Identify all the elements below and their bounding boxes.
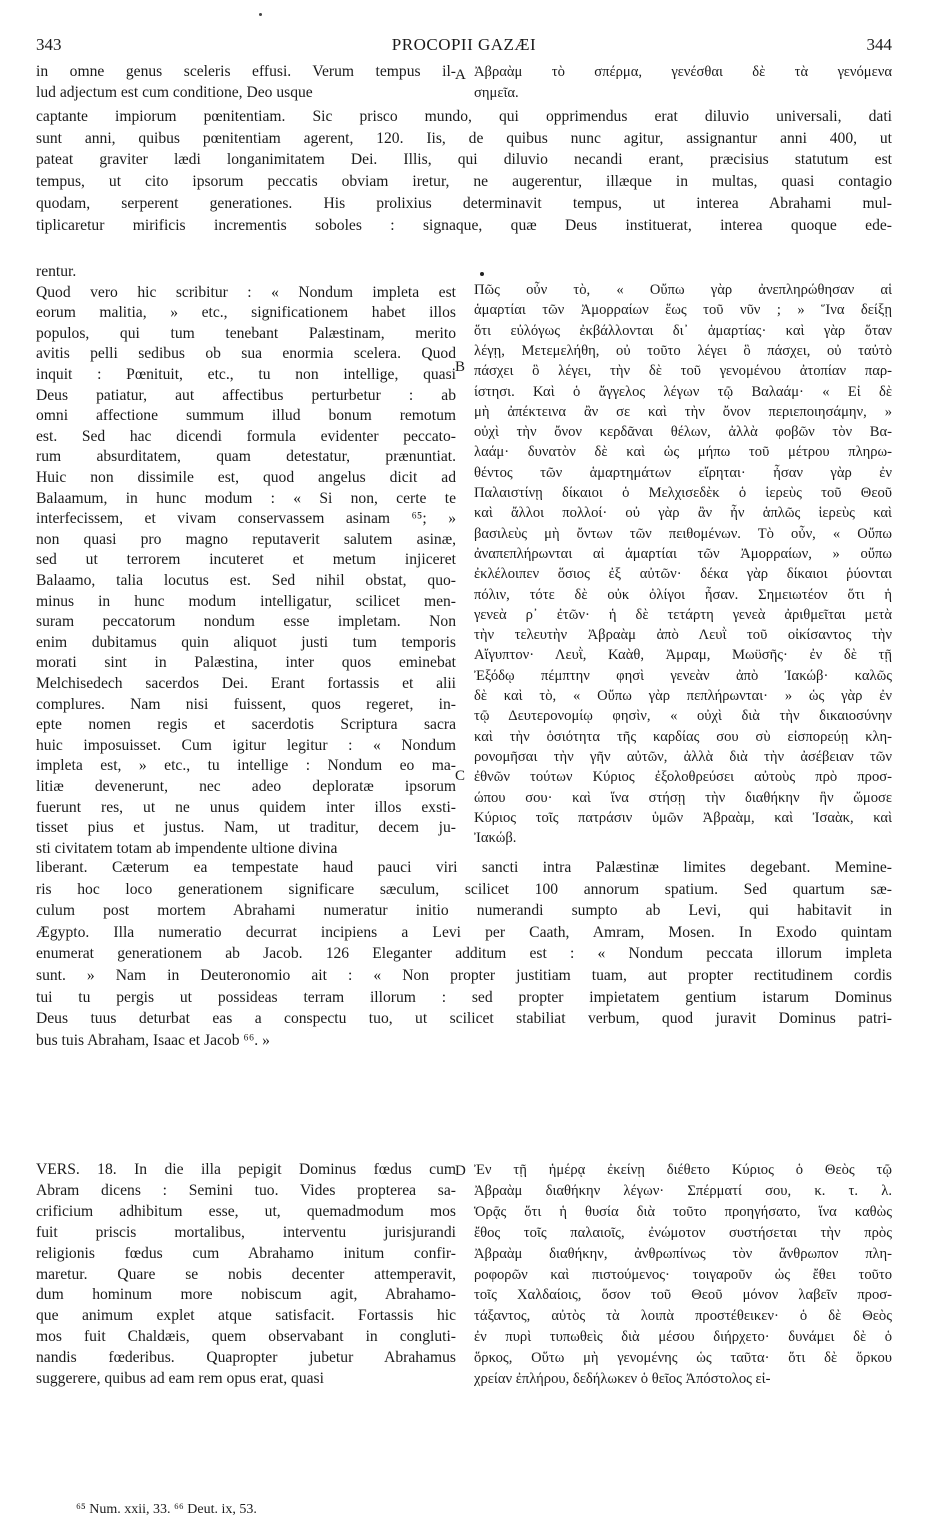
greek-line: ὅτι εὐλόγως ἐκβάλλονται δι᾽ ἁμαρτίας· καὶ γὰρ ὅταν xyxy=(474,322,892,339)
latin-line: liberant. Cæterum ea tempestate haud pauci viri sancti intra Palæstinæ limites degebant. Memine- xyxy=(36,859,892,876)
latin-line: non quasi pro magno reputaverit salutem asinæ, xyxy=(36,530,456,548)
latin-line: est. Sed hac dicendi formula evidenter peccato- xyxy=(36,427,456,445)
latin-line: minus in hunc modum intelligatur, scilicet men- xyxy=(36,592,456,610)
latin-line: impleta est, » etc., tu intellige : Nondum eo ma- xyxy=(36,757,456,775)
greek-line: τὴν τελευτὴν Ἀβραὰμ ἀπὸ Λευῒ τοῦ οἰκίσαντος τὴν xyxy=(474,627,892,644)
latin-line: populos, qui tum tenebant Palæstinam, merito xyxy=(36,324,456,342)
latin-line: captante impiorum pœnitentiam. Sic prisco mundo, qui opprimendus erat diluvio universali, dati xyxy=(36,108,892,125)
latin-line: religionis fœdus cum Abrahamo initum confir- xyxy=(36,1244,456,1262)
latin-line: sed ut terrorem incuteret et metum injiceret xyxy=(36,551,456,569)
greek-line: Ἀβραὰμ διαθήκην λέγων· Σπέρματί σου, κ. τ. λ. xyxy=(474,1182,892,1199)
latin-line: suram peccatorum nondum esse impletam. Non xyxy=(36,613,456,631)
greek-line: βασιλεὺς μὴ ὄντων τῶν πειθομένων. Τὸ οὖν, « Οὔπω xyxy=(474,525,892,542)
latin-line: Ægypto. Illa numeratio decurrat incipiens a Levi per Caath, Amram, Mosen. In Exodo quintam xyxy=(36,923,892,941)
greek-line: ἐκλέλοιπεν ὅσιος ἐξ αὐτῶν· δέκα γὰρ δίκαιοι ῥύονται xyxy=(474,566,892,583)
latin-line: omni affectione summum illud bonum remotum xyxy=(36,407,456,425)
latin-line: tiplicaretur mirificis incrementis soboles : signaque, quæ Deus instituerat, interea quoque ede- xyxy=(36,216,892,234)
greek-line: δὲ καὶ τὸ, « Οὔπω γὰρ πεπλήρωνται· » ὡς γὰρ ἐν xyxy=(474,688,892,704)
latin-line: huic imposuisset. Cum igitur legitur : « Nondum xyxy=(36,736,456,754)
greek-line: λαάμ· δυνατὸν δὲ καὶ ὡς μήπω τοῦ μέτρου πληρω- xyxy=(474,444,892,461)
greek-line: ώπου σου· καὶ ἵνα στήσῃ τὴν διαθήκην ἣν ὤμοσε xyxy=(474,789,892,806)
latin-line: quodam, serperent generationes. His prolixius determinavit tempus, ut interea Abrahami mul- xyxy=(36,194,892,212)
latin-line: in omne genus sceleris effusi. Verum tempus il- xyxy=(36,63,456,80)
latin-line: Deus patiatur, aut affectibus perturbetur : ab xyxy=(36,386,456,404)
latin-line: eorum malitia, » etc., significationem habet illos xyxy=(36,304,456,322)
latin-line: ris hoc loco generationem significare sæculum, scilicet 100 annorum spatium. Sed quartum sæ- xyxy=(36,880,892,898)
latin-line: sunt anni, quibus pœnitentiam agerent, 120. Iis, de quibus nunc agitur, assignantur anni 400, ut xyxy=(36,129,892,147)
greek-line: γενεὰ ρ᾽ ἐτῶν· ἡ δὲ τετάρτη γενεὰ ἀριθμεῖται μετὰ xyxy=(474,606,892,623)
latin-line: suggerere, quibus ad eam rem opus erat, quasi xyxy=(36,1370,324,1387)
greek-line: Ἰακώβ. xyxy=(474,830,517,847)
latin-line: Balaamo, talia locutus est. Sed nihil obstat, quo- xyxy=(36,572,456,589)
latin-line: Huic non dissimile est, quod angelus dicit ad xyxy=(36,469,456,486)
greek-line: ἁμαρτίαι τῶν Ἀμορραίων ἕως τοῦ νῦν ; » Ἵνα δείξῃ xyxy=(474,302,892,319)
ink-dot xyxy=(259,13,262,16)
latin-line: tempus, ut cito ipsorum peccatis obviam iretur, ne augerentur, illæque in multas, quasi contagio xyxy=(36,173,892,191)
latin-line: litiæ devenerunt, nec adeo deploratæ ipsorum xyxy=(36,778,456,795)
greek-line: ἔθος τοῖς παλαιοῖς, ἐνώμοτον συστήσεται τὴν πρὸς xyxy=(474,1224,892,1241)
greek-line: ἐν πυρὶ τυπωθεὶς διὰ μέσου διήρχετο· δυνάμει δὲ ὁ xyxy=(474,1329,892,1346)
latin-line: enumerat generationem ab Jacob. 126 Eleganter additum est : « Nondum peccata illorum impleta xyxy=(36,945,892,963)
greek-line: πάσχει ὃ λέγει, τὴν δὲ τοῦ γενομένου ἀτοπίαν παρ- xyxy=(474,363,892,380)
latin-line: fuerunt res, ut ne unus quidem inter illos exsti- xyxy=(36,798,456,816)
latin-line: complures. Nam nisi fuissent, quos regeret, in- xyxy=(36,695,456,713)
latin-line: fuit priscis mortalibus, interventu jurisjurandi xyxy=(36,1223,456,1241)
greek-line: Ἀβραὰμ διαθήκην, ἀνθρωπίνως τὸν ἄνθρωπον πλη- xyxy=(474,1245,892,1262)
greek-line: ἐθνῶν τούτων Κύριος ἐξολοθρεύσει αὐτοὺς πρὸ προσ- xyxy=(474,769,892,786)
latin-line: rentur. xyxy=(36,263,77,280)
latin-line: pateat graviter lædi longanimitatem Dei. Illis, qui diluvio necandi erant, præcisius statutum est xyxy=(36,151,892,169)
greek-line: Ἐν τῇ ἡμέρᾳ ἐκείνῃ διέθετο Κύριος ὁ Θεὸς τῷ xyxy=(474,1162,892,1178)
latin-line: VERS. 18. In die illa pepigit Dominus fœdus cum xyxy=(36,1161,456,1178)
greek-line: τῷ Δευτερονομίῳ φησὶν, « οὐχὶ διὰ τὴν δικαιοσύνην xyxy=(474,708,892,725)
greek-line: ρονομῆσαι τὴν γῆν αὐτῶν, ἀλλὰ διὰ τὴν ἀσέβειαν τῶν xyxy=(474,748,892,765)
latin-line: Balaamum, in hunc modum : « Si non, certe te xyxy=(36,489,456,507)
latin-line: crificium adhibitum esse, ut, quemadmodum mos xyxy=(36,1202,456,1220)
greek-line: Αἴγυπτον· Λευῒ, Καὰθ, Ἀμραμ, Μωϋσῆς· ἐν δὲ τῇ xyxy=(474,647,892,664)
greek-line: χρείαν ἐπλήρου, δεδήλωκεν ὁ θεῖος Ἀπόστολος εἰ- xyxy=(474,1371,771,1387)
greek-line: Ἐξόδῳ πέμπτην φησὶ γενεὰν ἀπὸ Ἰακώβ· καλῶς xyxy=(474,667,892,684)
latin-line: que animum explet atque satisfacit. Fortassis hic xyxy=(36,1307,456,1325)
greek-line: τάξαντος, αὐτὸς τὰ λοιπὰ προστέθεικεν· ὁ δὲ Θεὸς xyxy=(474,1308,892,1325)
latin-line: avitis pelli sedibus ob sua enormia scelera. Quod xyxy=(36,345,456,363)
greek-line: Παλαιστίνῃ δίκαιοι ὁ Μελχισεδὲκ ὁ ἱερεὺς τοῦ Θεοῦ xyxy=(474,485,892,501)
latin-line: maretur. Quare se nobis decenter attemperavit, xyxy=(36,1265,456,1283)
margin-marker-a: A xyxy=(455,67,466,83)
margin-marker-c: C xyxy=(455,768,466,784)
greek-line: ίστησι. Καὶ ὁ ἄγγελος λέγων τῷ Βαλαάμ· « Εἰ δὲ xyxy=(474,383,892,400)
greek-line: ροφορῶν καὶ πιστούμενος· τοιγαροῦν ὡς ἔθει τοῦτο xyxy=(474,1266,892,1283)
greek-line: σημεῖα. xyxy=(474,84,519,101)
latin-line: culum post mortem Abrahami numeratur initio numerandi sumpto ab Levi, qui habitavit in xyxy=(36,902,892,920)
greek-line: ἀναπεπλήρωνται αἱ ἁμαρτίαι τῶν Ἀμορραίων, » οὔπω xyxy=(474,545,892,562)
latin-line: nandis fœderibus. Quapropter jubetur Abrahamus xyxy=(36,1349,456,1367)
greek-line: Ὁρᾷς ὅτι ἡ θυσία διὰ τοῦτο προηγήσατο, ἵνα καθὼς xyxy=(474,1203,892,1220)
latin-line: inquit : Pœnituit, etc., tu non intellige, quasi xyxy=(36,366,456,383)
latin-line: sti civitatem totam ab impendente ultione divina xyxy=(36,839,338,857)
latin-line: sunt. » Nam in Deuteronomio ait : « Non propter justitiam tuam, aut propter rectitudinem cordis xyxy=(36,967,892,984)
latin-line: Abram dicens : Semini tuo. Vides propterea sa- xyxy=(36,1181,456,1199)
latin-line: dum hominum more nobiscum agit, Abrahamo- xyxy=(36,1286,456,1304)
greek-line: οὐχὶ τὴν ὄνον κερδᾶναι θέλων, ἀλλὰ φοβῶν τὸν Βα- xyxy=(474,424,892,441)
latin-line: Melchisedech sacerdos Dei. Erant fortassis et alii xyxy=(36,675,456,692)
latin-line: Quod vero hic scribitur : « Nondum impleta est xyxy=(36,283,456,301)
greek-line: θέντος τῶν ἁμαρτημάτων εἴρηται· ἦσαν γὰρ ἐν xyxy=(474,464,892,481)
greek-line: Πῶς οὖν τὸ, « Οὔπω γὰρ ἀνεπληρώθησαν αἱ xyxy=(474,282,892,298)
page-number-right: 344 xyxy=(866,35,892,54)
footnotes: ⁶⁵ Num. xxii, 33. ⁶⁶ Deut. ix, 53. xyxy=(76,1502,257,1517)
greek-line: καὶ τὴν ὁσιότητα τῆς καρδίας σου σὺ εἰσπορεύῃ κλη- xyxy=(474,728,892,745)
greek-line: πόλιν, τότε δὲ οὐκ ὀλίγοι ἦσαν. Σημειωτέον ὅτι ἡ xyxy=(474,586,892,603)
running-header xyxy=(36,35,892,57)
page-number-left: 343 xyxy=(36,35,62,54)
latin-line: Deus tuus deturbat eas a conspectu tuo, ut scilicet stabiliat verbum, quod juravit Dominus patri- xyxy=(36,1010,892,1028)
latin-line: epte nomen regis et sacerdotis Scriptura sacra xyxy=(36,716,456,734)
latin-line: interfecissem, et vivam conservassem asinam ⁶⁵; » xyxy=(36,510,456,528)
greek-line: Κύριος τοῖς πατράσιν ὑμῶν Ἀβραὰμ, καὶ Ἰσαὰκ, καὶ xyxy=(474,809,892,826)
latin-line: tisset pius et justus. Nam, ut traditur, decem ju- xyxy=(36,819,456,837)
latin-line: enim dubitamus quin aliquot justi tum temporis xyxy=(36,633,456,651)
latin-line: mos fuit Chaldæis, quem observabant in congluti- xyxy=(36,1328,456,1346)
latin-line: morati sint in Palæstina, inter quos eminebat xyxy=(36,654,456,672)
greek-line: μὴ ἀπέκτεινα ἂν σε καὶ τὴν ὄνον περιεποιησάμην, » xyxy=(474,403,892,420)
greek-line: Ἀβραὰμ τὸ σπέρμα, γενέσθαι δὲ τὰ γενόμενα xyxy=(474,64,892,80)
latin-line: tui tu pergis ut possideas terram illorum : sed propter impietatem gentium istarum Dominus xyxy=(36,988,892,1006)
margin-marker-d: D xyxy=(455,1163,466,1179)
greek-line: καὶ ἄλλοι πολλοί· οὐ γὰρ ἂν ἦν ἁπλῶς ἱερεὺς καὶ xyxy=(474,505,892,522)
latin-line: lud adjectum est cum conditione, Deo usque xyxy=(36,83,313,101)
ink-dot xyxy=(480,272,484,276)
greek-line: ὅρκος, Οὕτω μὴ γενομένης ὡς ταῦτα· ὅτι δὲ ὅρκου xyxy=(474,1350,892,1367)
latin-line: rum absurditatem, quam detestatur, prænuntiat. xyxy=(36,448,456,466)
greek-line: λέγῃ, Μετεμελήθη, οὐ τοῦτο λέγει ὃ πάσχει, οὐ ταὐτὸ xyxy=(474,342,892,359)
latin-line: bus tuis Abraham, Isaac et Jacob ⁶⁶. » xyxy=(36,1031,270,1049)
running-title: PROCOPII GAZÆI xyxy=(391,35,537,54)
greek-line: τοῖς Χαλδαίοις, ὅσον τοῦ Θεοῦ μόνον λαβεῖν προσ- xyxy=(474,1287,892,1304)
margin-marker-b: B xyxy=(455,359,466,375)
